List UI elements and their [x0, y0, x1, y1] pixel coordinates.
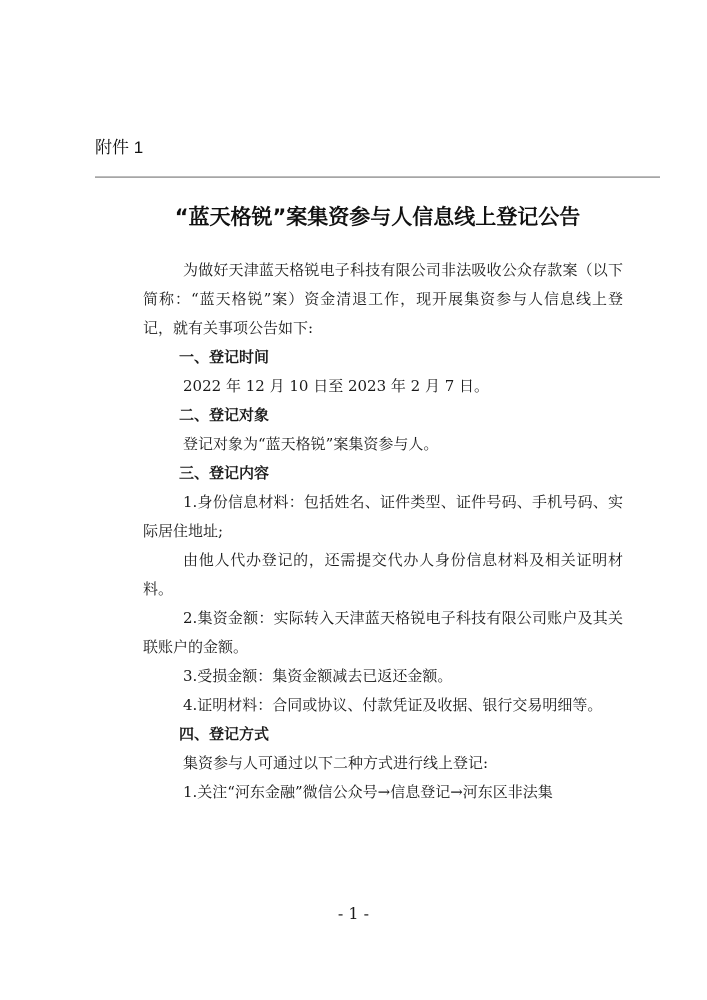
document-title: “蓝天格锐”案集资参与人信息线上登记公告 — [174, 205, 581, 229]
document-body — [143, 256, 623, 807]
header-rule — [95, 176, 660, 178]
section-heading-target: 二、登记对象 — [179, 406, 270, 424]
section-text-target: 登记对象为“蓝天格锐”案集资参与人。 — [183, 435, 439, 453]
content-item-3: 3.受损金额：集资金额减去已返还金额。 — [183, 667, 453, 685]
intro-paragraph: 为做好天津蓝天格锐电子科技有限公司非法吸收公众存款案（以下简称：“蓝天格锐”案）资金清退工作，现开展集资参与人信息线上登记，就有关事项公告如下: — [143, 261, 623, 337]
content-item-4: 4.证明材料：合同或协议、付款凭证及收据、银行交易明细等。 — [183, 696, 603, 714]
section-text-method: 集资参与人可通过以下二种方式进行线上登记: — [183, 754, 489, 772]
section-heading-method: 四、登记方式 — [179, 725, 270, 743]
content-item-1-note: 由他人代办登记的，还需提交代办人身份信息材料及相关证明材料。 — [143, 551, 623, 598]
method-item-1: 1.关注“河东金融”微信公众号→信息登记→河东区非法集 — [183, 783, 553, 801]
page-number: - 1 - — [337, 904, 370, 923]
section-heading-time: 一、登记时间 — [179, 348, 270, 366]
attachment-label: 附件 1 — [95, 138, 144, 157]
section-text-time: 2022 年 12 月 10 日至 2023 年 2 月 7 日。 — [183, 377, 490, 395]
content-item-2: 2.集资金额：实际转入天津蓝天格锐电子科技有限公司账户及其关联账户的金额。 — [143, 609, 623, 656]
content-item-1: 1.身份信息材料：包括姓名、证件类型、证件号码、手机号码、实际居住地址; — [143, 493, 623, 540]
section-heading-content: 三、登记内容 — [179, 464, 270, 482]
